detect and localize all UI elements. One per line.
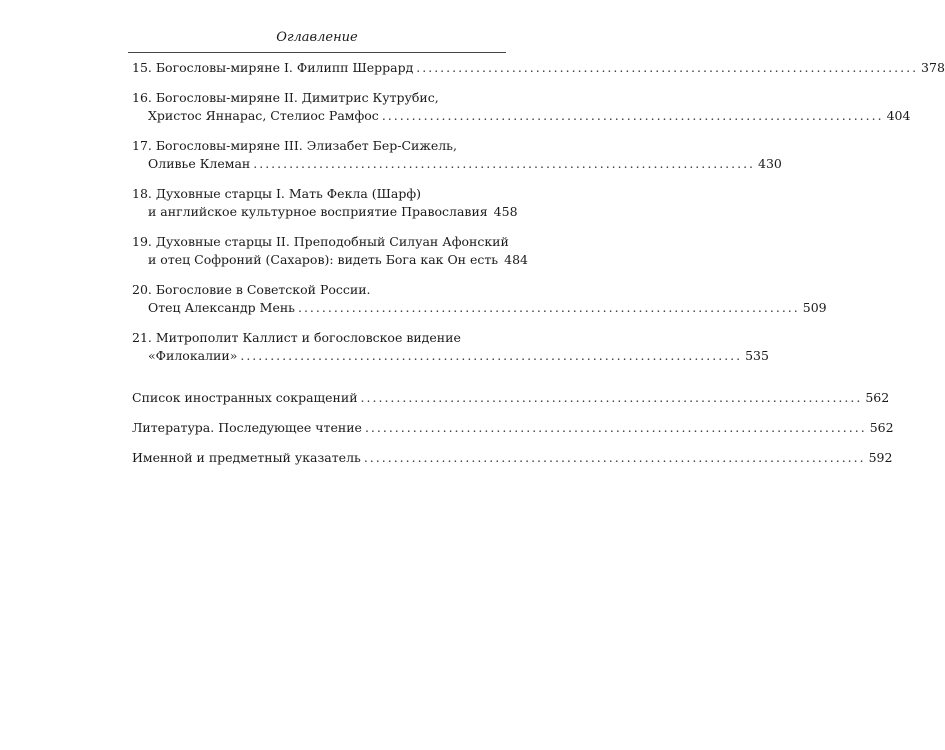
leader-dots: .................................................................................... (297, 300, 800, 315)
section-spacer (132, 377, 504, 389)
leader-dots: .................................................................................... (253, 156, 756, 171)
toc-entry-20[interactable] (132, 281, 827, 317)
leader-dots: .................................................................................... (240, 348, 743, 363)
toc-entry-18[interactable] (132, 185, 518, 221)
toc-entry-21-page: 535 (745, 348, 769, 363)
leader-dots: .................................................................................... (381, 108, 884, 123)
toc-entry-16-title-line-2: Христос Яннарас, Стелиос Рамфос (148, 108, 379, 123)
toc-entry-17-title-line-2: Оливье Клеман (148, 156, 251, 171)
toc-entry-19-page: 484 (504, 252, 528, 267)
toc-entry-20-page: 509 (802, 300, 827, 315)
toc-entry-16-title-line-1: 16. Богословы-миряне II. Димитрис Кутрубис, (132, 90, 439, 105)
toc-entry-18-page: 458 (493, 204, 518, 219)
toc-entry-15-title: 15. Богословы-миряне I. Филипп Шеррард (132, 60, 414, 75)
leader-dots: .................................................................................... (364, 420, 867, 435)
toc-entry-index-page: 592 (868, 450, 893, 465)
table-of-contents (132, 59, 945, 479)
toc-entry-17-page: 430 (758, 156, 782, 171)
leader-dots: .................................................................................... (416, 60, 919, 75)
toc-entry-index[interactable] (132, 449, 893, 467)
toc-entry-20-title-line-1: 20. Богословие в Советской России. (132, 282, 371, 297)
toc-entry-21-title-line-2: «Филокалии» (148, 348, 238, 363)
toc-entry-abbreviations-title: Список иностранных сокращений (132, 390, 358, 405)
toc-entry-literature-page: 562 (869, 420, 894, 435)
toc-entry-19-title-line-2: и отец Софроний (Сахаров): видеть Бога как Он есть (148, 252, 499, 267)
toc-entry-18-title-line-2: и английское культурное восприятие Православия (148, 204, 488, 219)
toc-entry-15[interactable] (132, 59, 945, 77)
toc-entry-20-title-line-2: Отец Александр Мень (148, 300, 295, 315)
toc-entry-19[interactable] (132, 233, 528, 269)
toc-entry-17-title-line-1: 17. Богословы-миряне III. Элизабет Бер-Сижель, (132, 138, 457, 153)
toc-entry-17[interactable] (132, 137, 782, 173)
toc-entry-abbreviations[interactable] (132, 389, 890, 407)
toc-entry-15-page: 378 (921, 60, 945, 75)
toc-entry-21-title-line-1: 21. Митрополит Каллист и богословское видение (132, 330, 461, 345)
toc-entry-19-title-line-1: 19. Духовные старцы II. Преподобный Силуан Афонский (132, 234, 509, 249)
toc-entry-literature-title: Литература. Последующее чтение (132, 420, 362, 435)
toc-entry-abbreviations-page: 562 (865, 390, 890, 405)
toc-entry-literature[interactable] (132, 419, 894, 437)
leader-dots: .................................................................................... (363, 450, 866, 465)
toc-entry-16[interactable] (132, 89, 911, 125)
toc-entry-21[interactable] (132, 329, 769, 365)
page-header-title: Оглавление (276, 30, 358, 45)
toc-entry-16-page: 404 (886, 108, 911, 123)
header-rule (128, 52, 506, 53)
toc-entry-18-title-line-1: 18. Духовные старцы I. Мать Фекла (Шарф) (132, 186, 422, 201)
toc-entry-index-title: Именной и предметный указатель (132, 450, 361, 465)
leader-dots: .................................................................................... (360, 390, 863, 405)
